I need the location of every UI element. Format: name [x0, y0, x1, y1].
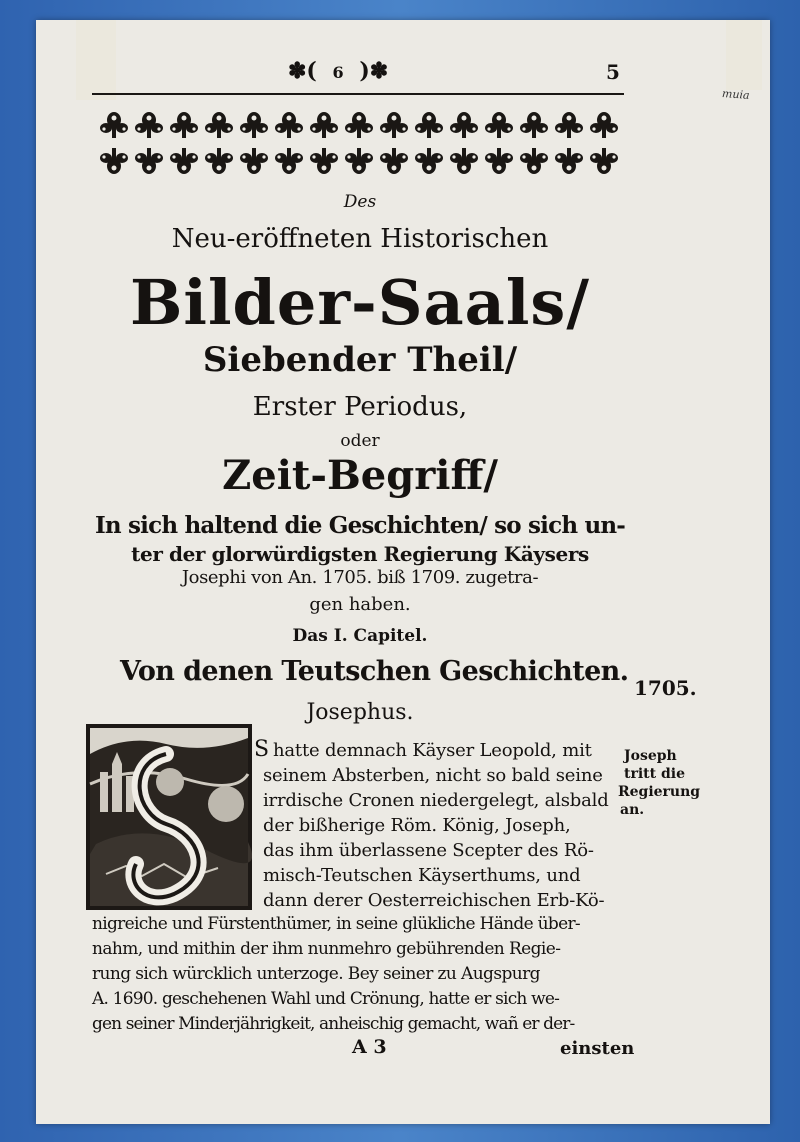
body-line-12: gen seiner Minderjährigkeit, anheischig gemacht, wañ er der-: [92, 1014, 575, 1034]
title-des: Des: [343, 192, 377, 212]
body-line-3: irrdische Cronen niedergelegt, alsbald: [263, 790, 609, 811]
tape-right: [726, 20, 762, 90]
header-page-marker: 6: [332, 63, 344, 82]
body-line-11: A. 1690. geschehenen Wahl und Crönung, hatte er sich we-: [92, 989, 560, 1009]
chapter-label: Das I. Capitel.: [292, 626, 428, 646]
ornamental-band: [98, 108, 624, 180]
woodcut-initial-illustration: [86, 724, 252, 910]
title-main: Bilder-Saals/: [130, 266, 590, 339]
year-margin-note: 1705.: [634, 676, 697, 700]
page-header: [288, 58, 388, 84]
edge-fragment-text: muia: [721, 87, 751, 102]
tape-left: [76, 20, 116, 100]
signature-mark: A 3: [352, 1036, 387, 1058]
body-line-10: rung sich würcklich unterzoge. Bey seiner zu Augspurg: [92, 964, 540, 984]
margin-note-line-3: Regierung: [618, 784, 701, 800]
body-line-6: misch-Teutschen Käyserthums, und: [263, 865, 581, 886]
header-ornament-right: )✽: [359, 58, 389, 84]
body-line-8: nigreiche und Fürstenthümer, in seine glükliche Hände über-: [92, 914, 580, 934]
title-zeit-begriff: Zeit-Begriff/: [222, 452, 498, 499]
chapter-heading: Von denen Teutschen Geschichten.: [120, 656, 629, 687]
initial-letter: S: [254, 737, 270, 762]
title-line1: Neu-eröffneten Historischen: [171, 224, 549, 254]
header-ornament-left: ✽(: [288, 58, 317, 84]
body-line-1: hatte demnach Käyser Leopold, mit: [273, 740, 592, 761]
subtitle-line4: gen haben.: [309, 594, 411, 615]
title-part: Siebender Theil/: [202, 340, 518, 380]
margin-note-line-2: tritt die: [624, 766, 685, 782]
catchword: einsten: [560, 1038, 635, 1059]
page-number: 5: [606, 60, 620, 84]
body-line-9: nahm, und mithin der ihm nunmehro gebührenden Regie-: [92, 939, 561, 959]
subtitle-line3: Josephi von An. 1705. biß 1709. zugetra-: [181, 567, 539, 588]
subtitle-line2: ter der glorwürdigsten Regierung Käysers: [131, 542, 589, 566]
body-line-4: der bißherige Röm. König, Joseph,: [263, 815, 571, 836]
chapter-person: Josephus.: [306, 700, 414, 725]
body-line-7: dann derer Oesterreichischen Erb-Kö-: [263, 890, 605, 911]
title-oder: oder: [340, 431, 380, 451]
margin-note-line-4: an.: [620, 802, 645, 818]
body-line-5: das ihm überlassene Scepter des Rö-: [263, 840, 594, 861]
margin-note-line-1: Joseph: [624, 748, 677, 764]
body-line-2: seinem Absterben, nicht so bald seine: [263, 765, 603, 786]
title-period: Erster Periodus,: [252, 392, 468, 422]
subtitle-line1: In sich haltend die Geschichten/ so sich un-: [94, 512, 626, 539]
header-rule: [92, 93, 624, 95]
